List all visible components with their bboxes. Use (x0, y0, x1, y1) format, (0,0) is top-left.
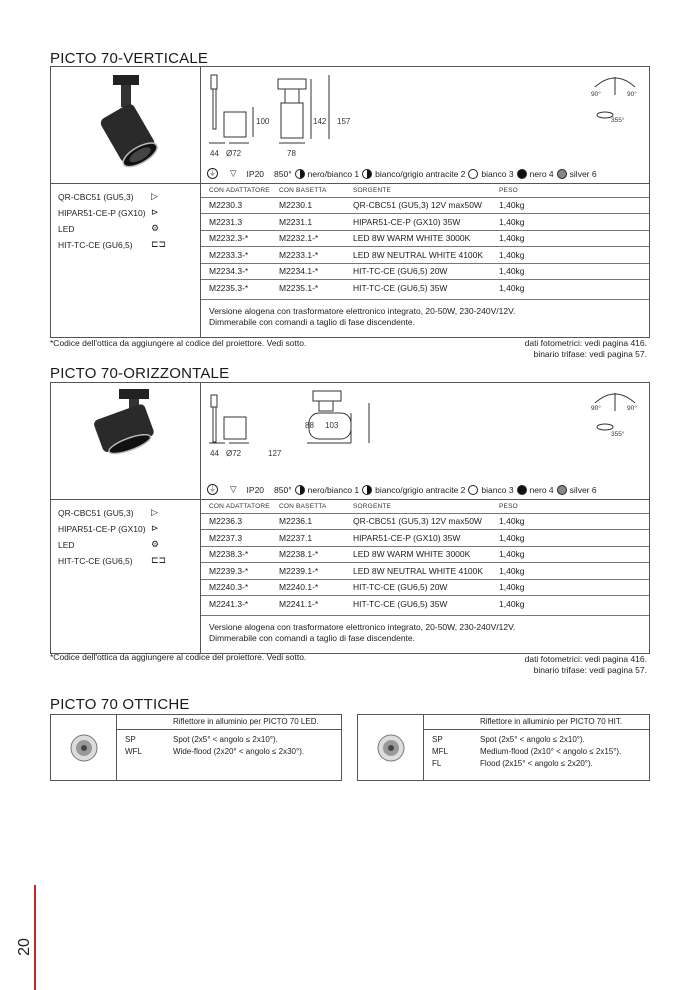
ref-track: binario trifase: vedi pagina 57. (533, 664, 647, 675)
optic-desc: Wide-flood (2x20° < angolo ≤ 2x30°). (173, 747, 305, 756)
halogen-lamp-icon: ▷ (151, 191, 158, 201)
cell: QR-CBC51 (GU5,3) 12V max50W (345, 513, 491, 530)
cell: 1,40kg (491, 563, 649, 580)
product-box-orizzontale (50, 382, 650, 654)
optic-box-hit (357, 714, 650, 781)
table-row (201, 513, 649, 530)
source-item: HIT-TC-CE (GU6,5) (58, 240, 133, 250)
table-row (201, 263, 649, 280)
cell: M2233.1-* (271, 247, 345, 264)
reflector-photo (358, 715, 424, 780)
cell: 1,40kg (499, 283, 525, 293)
footnote: *Codice dell'ottica da aggiungere al codice del proiettore. Vedi sotto. (50, 338, 307, 348)
cell: LED 8W NEUTRAL WHITE 4100K (345, 247, 491, 264)
cell: M2231.1 (271, 214, 345, 231)
finish-swatch-4-icon (517, 485, 527, 495)
cell: HIT-TC-CE (GU6,5) 20W (345, 263, 491, 280)
finish-swatch-6-icon (557, 485, 567, 495)
dim-diameter: Ø72 (226, 449, 242, 458)
cell: 1,40kg (491, 230, 649, 247)
finish-label-3: bianco 3 (481, 484, 514, 495)
source-item: HIT-TC-CE (GU6,5) (58, 556, 133, 566)
finish-label-6: silver 6 (569, 484, 597, 495)
finish-row (207, 168, 597, 179)
col-header: PESO (491, 500, 649, 513)
product-box-verticale (50, 66, 650, 338)
dim-h2: 103 (325, 421, 339, 430)
cell: 1,40kg (491, 263, 649, 280)
table-row (201, 563, 649, 580)
product-photo (51, 383, 201, 499)
rotation-a: 90° (591, 405, 601, 412)
spec-area (51, 183, 649, 337)
finish-swatch-2-icon (362, 169, 372, 179)
ref-photometric: dati fotometrici: vedi pagina 416. (524, 654, 647, 664)
source-item: QR-CBC51 (GU5,3) (58, 192, 134, 202)
cell: 1,40kg (491, 579, 649, 596)
rotation-c: 355° (611, 431, 625, 438)
source-item: LED (58, 224, 75, 234)
dim-h2: 142 (313, 117, 327, 126)
finish-label-2: bianco/grigio antracite 2 (375, 168, 466, 179)
technical-drawing (201, 383, 649, 484)
finish-label-3: bianco 3 (481, 168, 514, 179)
dim-w2: 127 (268, 449, 282, 458)
col-header: SORGENTE (345, 500, 491, 513)
finish-label-2: bianco/grigio antracite 2 (375, 484, 466, 495)
cell: 1,40kg (491, 530, 649, 547)
finish-label-4: nero 4 (529, 168, 554, 179)
col-header: CON BASETTA (271, 500, 345, 513)
code-table (201, 500, 649, 612)
reflector-photo (51, 715, 117, 780)
product-photo (51, 67, 201, 183)
cell: HIPAR51-CE-P (GX10) 35W (345, 214, 491, 231)
cell: M2236.1 (271, 513, 345, 530)
note-line-2: Dimmerabile con comandi a taglio di fase discendente. (209, 317, 416, 327)
col-header: CON ADATTATORE (201, 500, 271, 513)
cell: LED 8W WARM WHITE 3000K (345, 546, 491, 563)
footnote: *Codice dell'ottica da aggiungere al codice del proiettore. Vedi sotto. (50, 652, 307, 662)
source-item: QR-CBC51 (GU5,3) (58, 508, 134, 518)
table-row (201, 214, 649, 231)
note-line-2: Dimmerabile con comandi a taglio di fase discendente. (209, 633, 416, 643)
cell: 1,40kg (491, 513, 649, 530)
cell: M2237.1 (271, 530, 345, 547)
finish-swatch-1-icon (295, 169, 305, 179)
col-header: CON ADATTATORE (201, 184, 271, 197)
cell: LED 8W NEUTRAL WHITE 4100K (345, 563, 491, 580)
dim-h1: 100 (256, 117, 270, 126)
optic-code: WFL (125, 747, 142, 756)
dim-h3: 157 (337, 117, 351, 126)
earth-icon: ⏚ (209, 486, 216, 493)
dim-width: 44 (210, 149, 219, 158)
ip-rating: IP20 (246, 484, 265, 495)
f-mark-icon: ▽ (230, 484, 237, 494)
table-row (201, 530, 649, 547)
optic-code: SP (125, 735, 136, 744)
source-item: HIPAR51-CE-P (GX10) (58, 524, 146, 534)
optic-desc: Spot (2x5° < angolo ≤ 2x10°). (173, 735, 278, 744)
cell: 1,40kg (491, 197, 649, 214)
cell: M2232.3-* (201, 230, 271, 247)
finish-label-1: nero/bianco 1 (307, 484, 360, 495)
cell: M2240.3-* (201, 579, 271, 596)
table-row (201, 546, 649, 563)
cell: M2234.1-* (271, 263, 345, 280)
section-title-ottiche: PICTO 70 OTTICHE (50, 696, 190, 713)
cell: 1,40kg (499, 599, 525, 609)
rotation-diagram (587, 73, 643, 127)
table-row (201, 230, 649, 247)
cell: 1,40kg (491, 214, 649, 231)
dim-w2: 78 (287, 149, 296, 158)
rotation-b: 90° (627, 91, 637, 98)
section-title-orizzontale: PICTO 70-ORIZZONTALE (50, 365, 230, 382)
cell: HIT-TC-CE (GU6,5) 35W (353, 283, 448, 293)
dim-diameter: Ø72 (226, 149, 242, 158)
cell: M2237.3 (201, 530, 271, 547)
par-lamp-icon: ⊳ (151, 523, 159, 533)
page-margin-bar (34, 885, 36, 990)
finish-swatch-1-icon (295, 485, 305, 495)
optic-code: MFL (432, 747, 448, 756)
cell: M2230.1 (271, 197, 345, 214)
finish-label-1: nero/bianco 1 (307, 168, 360, 179)
cell: M2231.3 (201, 214, 271, 231)
rotation-c: 355° (611, 117, 625, 124)
cell: M2241.1-* (279, 599, 319, 609)
halogen-lamp-icon: ▷ (151, 507, 158, 517)
finish-label-4: nero 4 (529, 484, 554, 495)
cell: 1,40kg (491, 247, 649, 264)
cell: M2235.3-* (209, 283, 249, 293)
rotation-a: 90° (591, 91, 601, 98)
optic-desc: Medium-flood (2x10° < angolo ≤ 2x15°). (480, 747, 622, 756)
col-header: SORGENTE (345, 184, 491, 197)
cell: M2230.3 (201, 197, 271, 214)
cell: M2238.1-* (271, 546, 345, 563)
ip-rating: IP20 (246, 168, 265, 179)
optic-box-led (50, 714, 342, 781)
table-header-row (201, 184, 649, 197)
f-mark-icon: ▽ (230, 168, 237, 178)
optic-desc: Spot (2x5° < angolo ≤ 2x10°). (480, 735, 585, 744)
page-number: 20 (16, 938, 33, 956)
cell: M2232.1-* (271, 230, 345, 247)
led-icon: ⚙ (151, 539, 160, 549)
finish-swatch-3-icon (468, 169, 478, 179)
spec-area (51, 499, 649, 653)
optic-desc: Flood (2x15° < angolo ≤ 2x20°). (480, 759, 593, 768)
table-row (201, 596, 649, 613)
led-icon: ⚙ (151, 223, 160, 233)
glow-wire-temp: 850° (274, 484, 292, 495)
source-list (51, 500, 201, 654)
cell: QR-CBC51 (GU5,3) 12V max50W (345, 197, 491, 214)
finish-swatch-6-icon (557, 169, 567, 179)
col-header: PESO (491, 184, 649, 197)
optic-heading: Riflettore in alluminio per PICTO 70 LED. (173, 717, 319, 726)
cell: M2240.1-* (271, 579, 345, 596)
glow-wire-temp: 850° (274, 168, 292, 179)
finish-swatch-4-icon (517, 169, 527, 179)
table-row (201, 247, 649, 264)
cell: M2236.3 (201, 513, 271, 530)
table-header-row (201, 500, 649, 513)
note-line-1: Versione alogena con trasformatore elettronico integrato, 20-50W, 230-240V/12V. (209, 622, 516, 632)
cell: M2238.3-* (201, 546, 271, 563)
table-row (201, 197, 649, 214)
cell: 1,40kg (491, 546, 649, 563)
cell: M2233.3-* (201, 247, 271, 264)
section-title-verticale: PICTO 70-VERTICALE (50, 50, 209, 67)
finish-swatch-3-icon (468, 485, 478, 495)
earth-icon: ⏚ (209, 170, 216, 177)
page-references (525, 654, 647, 675)
optic-code: SP (432, 735, 443, 744)
finish-row (207, 484, 597, 495)
cell: LED 8W WARM WHITE 3000K (345, 230, 491, 247)
source-item: LED (58, 540, 75, 550)
dim-width: 44 (210, 449, 219, 458)
cell: HIT-TC-CE (GU6,5) 20W (345, 579, 491, 596)
finish-label-6: silver 6 (569, 168, 597, 179)
rotation-b: 90° (627, 405, 637, 412)
cell: HIPAR51-CE-P (GX10) 35W (345, 530, 491, 547)
note-line-1: Versione alogena con trasformatore elettronico integrato, 20-50W, 230-240V/12V. (209, 306, 516, 316)
page-references (525, 338, 647, 359)
source-list (51, 184, 201, 338)
rotation-diagram (587, 389, 643, 443)
cell: M2239.3-* (201, 563, 271, 580)
code-table (201, 184, 649, 296)
optic-code: FL (432, 759, 442, 768)
metal-halide-lamp-icon: ⊏⊐ (151, 239, 167, 249)
cell: M2239.1-* (271, 563, 345, 580)
metal-halide-lamp-icon: ⊏⊐ (151, 555, 167, 565)
col-header: CON BASETTA (271, 184, 345, 197)
cell: M2234.3-* (201, 263, 271, 280)
table-row (201, 280, 649, 297)
source-item: HIPAR51-CE-P (GX10) (58, 208, 146, 218)
ref-track: binario trifase: vedi pagina 57. (533, 348, 647, 359)
cell: HIT-TC-CE (GU6,5) 35W (353, 599, 448, 609)
cell: M2241.3-* (209, 599, 249, 609)
table-row (201, 579, 649, 596)
ref-photometric: dati fotometrici: vedi pagina 416. (524, 338, 647, 348)
cell: M2235.1-* (279, 283, 319, 293)
finish-swatch-2-icon (362, 485, 372, 495)
dim-h1: 88 (305, 421, 314, 430)
optic-heading: Riflettore in alluminio per PICTO 70 HIT. (480, 717, 623, 726)
par-lamp-icon: ⊳ (151, 207, 159, 217)
